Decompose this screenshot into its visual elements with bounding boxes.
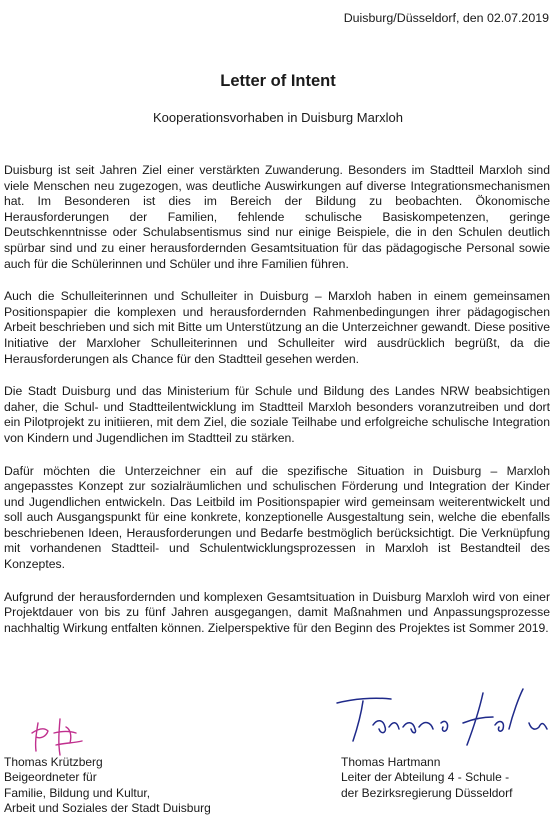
signature-block-right: [341, 755, 512, 801]
signature-block-left: [4, 755, 211, 816]
paragraph: Auch die Schulleiterinnen und Schulleiter in Duisburg – Marxloh haben in einem gemeinsamen Positionspapier die komplexen und herausfordernden Rahmenbedingungen ihrer pädagogischen Arbeit beschrieben und sich mit Bitte um Unterstützung an die Unterzeichner gewandt. Diese positive Initiative der Marxloher Schulleiterinnen und Schulleiter wird ausdrücklich begrüßt, da die Herausforderungen als Chance für den Stadtteil gesehen werden.: [4, 289, 550, 366]
signatory-name: Thomas Krützberg: [4, 755, 103, 769]
paragraph: Die Stadt Duisburg und das Ministerium für Schule und Bildung des Landes NRW beabsichtigen daher, die Schul- und Stadtteilentwicklung im Stadtteil Marxloh besonders voranzutreiben und dort ein Pilotprojekt zu initiieren, mit dem Ziel, die soziale Teilhabe und erfolgreiche schulische Integration von Kindern und Jugendlichen im Stadtteil zu stärken.: [4, 384, 550, 445]
letter-body: [4, 163, 550, 653]
signature-left-scribble: [26, 713, 101, 758]
signatory-title: Beigeordneter für: [4, 770, 97, 785]
signatory-name: Thomas Hartmann: [341, 755, 441, 769]
signatory-title: Arbeit und Soziales der Stadt Duisburg: [4, 800, 211, 815]
signatory-title: Familie, Bildung und Kultur,: [4, 785, 151, 800]
signatory-title: der Bezirksregierung Düsseldorf: [341, 785, 513, 800]
paragraph: Dafür möchten die Unterzeichner ein auf die spezifische Situation in Duisburg – Marxloh angepasstes Konzept zur sozialräumlichen und schulischen Förderung und Integration der Kinder und Jugendlichen entwickeln. Das Leitbild im Positionspapier wird gemeinsam weiterentwickelt und soll auch Ausgangspunkt für eine konkrete, konzeptionelle Ausgestaltung sein, welche die ebenfalls beschriebenen Ideen, Herausforderungen und Bedarfe bestmöglich berücksichtigt. Die Verknüpfung mit vorhandenen Stadtteil- und Schulentwicklungsprozessen in Marxloh ist Bestandteil des Konzeptes.: [4, 463, 550, 572]
document-title: Letter of Intent: [220, 72, 336, 90]
paragraph: Aufgrund der herausfordernden und komplexen Gesamtsituation in Duisburg Marxloh wird von einer Projektdauer von bis zu fünf Jahren ausgegangen, damit Maßnahmen und Anpassungsprozesse nachhaltig Wirkung entfalten können. Zielperspektive für den Beginn des Projektes ist Sommer 2019.: [4, 589, 550, 635]
dateline: Duisburg/Düsseldorf, den 02.07.2019: [343, 11, 549, 25]
signature-right-scribble: [333, 683, 555, 753]
paragraph: Duisburg ist seit Jahren Ziel einer verstärkten Zuwanderung. Besonders im Stadtteil Marxloh sind viele Menschen neu zugezogen, was deutliche Auswirkungen auf diverse Integrationsmechanismen hat. Im Besonderen ist dies im Bereich der Bildung zu beobachten. Ökonomische Herausforderungen der Familien, fehlende schulische Basiskompetenzen, geringe Deutschkenntnisse oder Schulabsentismus sind nur einige Beispiele, die in den Schulen deutlich spürbar sind und zu einer herausfordernden Gesamtsituation für das pädagogische Personal sowie auch für die Schülerinnen und Schüler und ihre Familien führen.: [4, 163, 550, 271]
document-subtitle: Kooperationsvorhaben in Duisburg Marxloh: [152, 110, 404, 125]
signatory-title: Leiter der Abteilung 4 - Schule -: [341, 770, 510, 785]
